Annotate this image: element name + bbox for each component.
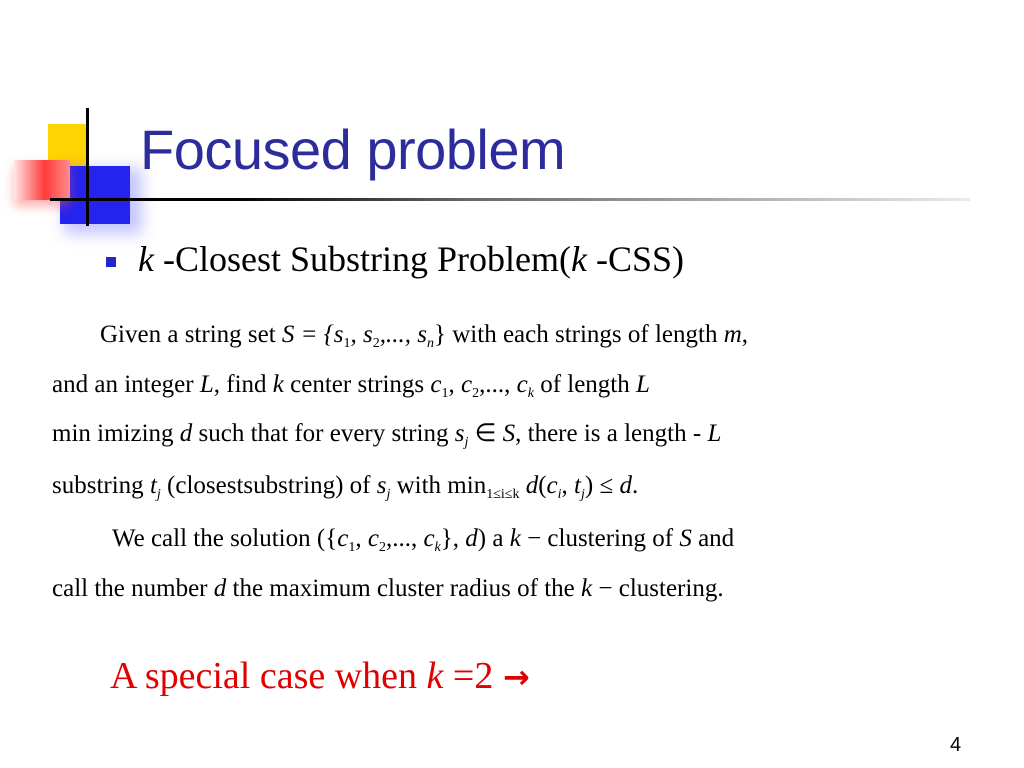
- bullet-text: k -Closest Substring Problem(k -CSS): [138, 239, 685, 279]
- decor-red-bar: [14, 160, 70, 200]
- paragraph-line-3: min imizing d such that for every string $s_j$ ∈ S, there is a length - L: [52, 420, 722, 450]
- paragraph-line-5: We call the solution ({$c_1$, $c_2$,..., $c_k$}, d) a k − clustering of S and: [112, 525, 735, 555]
- paragraph-line-4: substring $t_j$ (closestsubstring) of $s_j$ with $\min_{1\le i\le k} d(c_i$, $t_j) \le d$.: [52, 472, 639, 502]
- paragraph-line-2: and an integer L, find k center strings $c_1$, $c_2$,..., $c_k$ of length L: [52, 371, 650, 401]
- special-case-note: A special case when k =2 →: [110, 655, 530, 697]
- paragraph-line-1: Given a string set $S = \{s_1$, $s_2$,..., $s_n$} with each strings of length m,: [100, 321, 749, 351]
- bullet-square-icon: [106, 257, 116, 267]
- page-number: 4: [950, 734, 962, 756]
- title-underline: [50, 198, 970, 201]
- bullet-item: [106, 238, 684, 280]
- decor-blue-square: [60, 166, 130, 224]
- paragraph-line-6: call the number d the maximum cluster radius of the k − clustering.: [52, 575, 724, 602]
- arrow-right-icon: →: [502, 658, 530, 696]
- slide-title: Focused problem: [140, 118, 566, 181]
- decor-vertical-line: [86, 108, 89, 226]
